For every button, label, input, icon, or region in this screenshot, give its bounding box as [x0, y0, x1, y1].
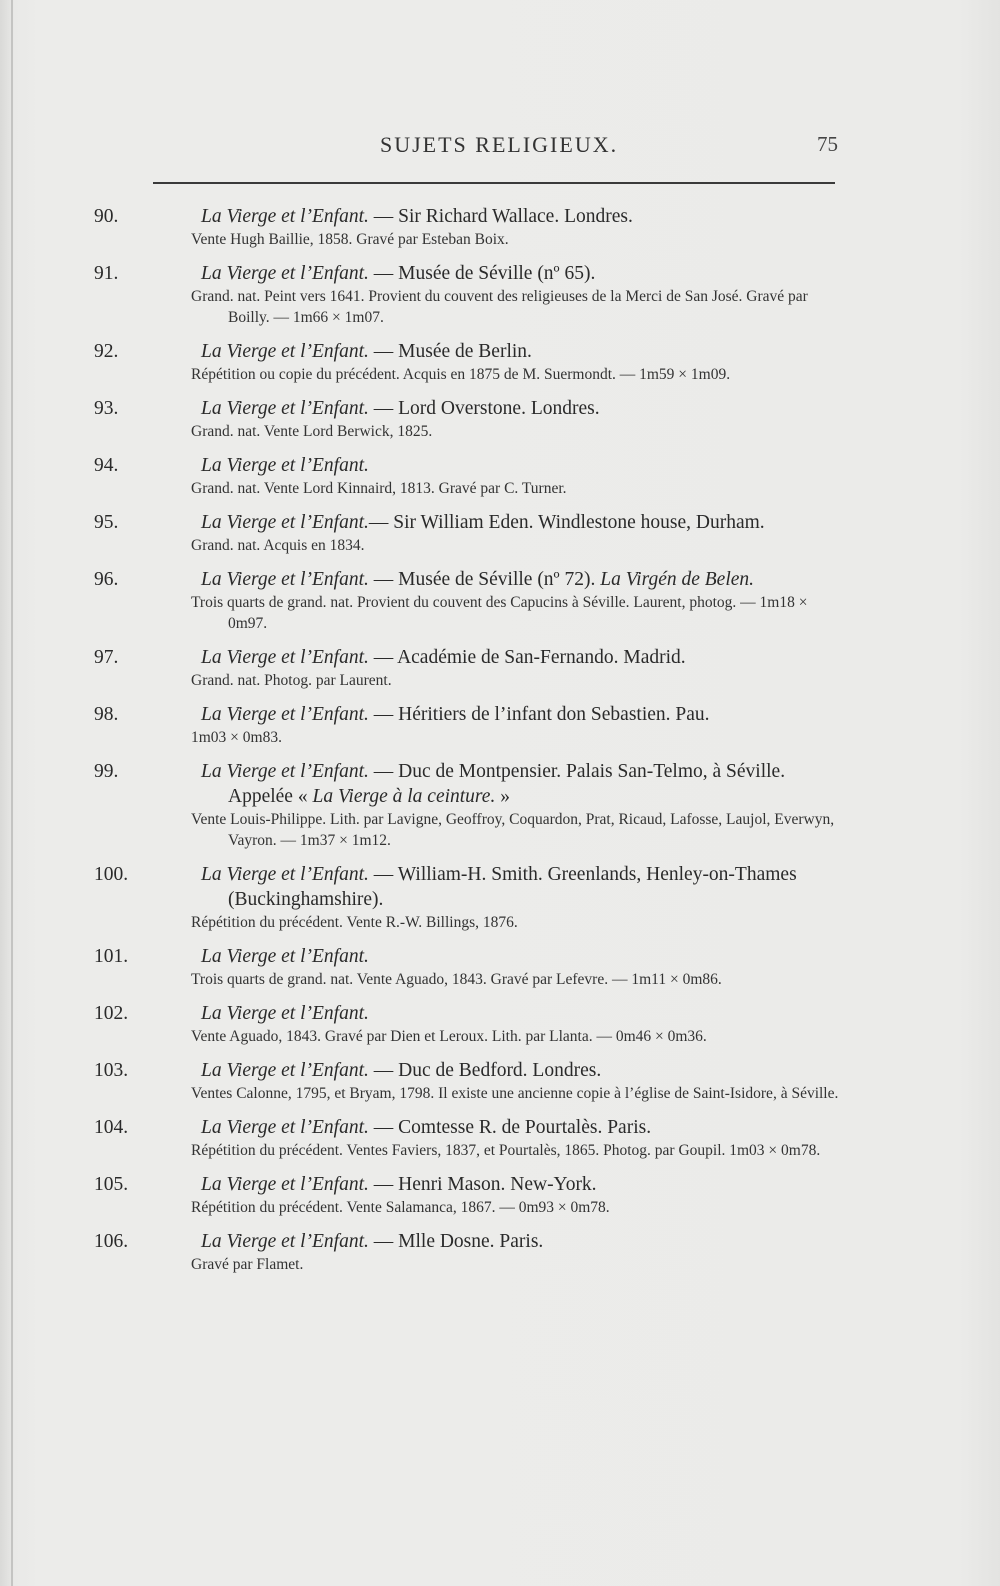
- entry-title: La Vierge et l’Enfant.: [201, 864, 369, 885]
- running-title: SUJETS RELIGIEUX.: [380, 132, 619, 157]
- catalogue-entry: [94, 1058, 841, 1104]
- catalogue-entry: [94, 339, 841, 385]
- entry-note: Grand. nat. Acquis en 1834.: [191, 537, 365, 554]
- entry-alt-title: La Virgén de Belen.: [600, 569, 755, 590]
- catalogue-entry: [94, 396, 841, 442]
- entry-note: Vente Louis-Philippe. Lith. par Lavigne, Geoffroy, Coquardon, Prat, Ricaud, Lafosse, Laujol, Everwyn, Vayron. — 1m37 × 1m12.: [191, 811, 835, 849]
- entry-alt-title: La Vierge à la ceinture.: [312, 786, 496, 807]
- entry-number: 94.: [94, 455, 119, 476]
- entry-location: — Mlle Dosne. Paris.: [368, 1231, 544, 1252]
- entry-title: La Vierge et l’Enfant.: [201, 341, 369, 362]
- entry-number: 104.: [94, 1117, 129, 1138]
- entry-title: La Vierge et l’Enfant.: [201, 455, 369, 476]
- entry-location: — Musée de Séville (nº 72).: [368, 569, 601, 590]
- entry-title: La Vierge et l’Enfant.: [201, 761, 369, 782]
- entry-number: 92.: [94, 341, 119, 362]
- catalogue-entry: [94, 759, 841, 851]
- entry-number: 91.: [94, 263, 119, 284]
- entry-location: — William-H. Smith. Greenlands, Henley-on-Thames (Buckinghamshire).: [228, 864, 797, 910]
- entry-title: La Vierge et l’Enfant.: [201, 1003, 369, 1024]
- catalogue-entry: [94, 204, 841, 250]
- entry-number: 101.: [94, 946, 129, 967]
- header-rule: [153, 182, 835, 184]
- entry-number: 100.: [94, 864, 129, 885]
- entry-title: La Vierge et l’Enfant.: [201, 946, 369, 967]
- entry-location: — Henri Mason. New-York.: [368, 1174, 597, 1195]
- entry-note: Vente Hugh Baillie, 1858. Gravé par Esteban Boix.: [191, 231, 509, 248]
- entry-number: 93.: [94, 398, 119, 419]
- entry-title: La Vierge et l’Enfant.: [201, 512, 369, 533]
- entry-number: 96.: [94, 569, 119, 590]
- page-binding-edge: [11, 0, 13, 1586]
- catalogue-entry: [94, 567, 841, 634]
- entry-note: Grand. nat. Vente Lord Kinnaird, 1813. Gravé par C. Turner.: [191, 480, 567, 497]
- entry-title: La Vierge et l’Enfant.: [201, 263, 369, 284]
- entry-location: — Duc de Montpensier. Palais San-Telmo, à Séville. Appelée «: [228, 761, 786, 807]
- entry-location-end: »: [495, 786, 510, 807]
- entry-number: 98.: [94, 704, 119, 725]
- entry-title: La Vierge et l’Enfant.: [201, 206, 369, 227]
- catalogue-entry: [94, 261, 841, 328]
- catalogue-entry: [94, 944, 841, 990]
- entry-number: 105.: [94, 1174, 129, 1195]
- entry-title: La Vierge et l’Enfant.: [201, 647, 369, 668]
- entry-number: 99.: [94, 761, 119, 782]
- entry-location: — Musée de Berlin.: [368, 341, 532, 362]
- entry-number: 106.: [94, 1231, 129, 1252]
- catalogue-entry: [94, 1229, 841, 1275]
- entry-note: Grand. nat. Vente Lord Berwick, 1825.: [191, 423, 433, 440]
- catalogue-entries: [94, 204, 841, 1286]
- entry-title: La Vierge et l’Enfant.: [201, 398, 369, 419]
- entry-note: Vente Aguado, 1843. Gravé par Dien et Leroux. Lith. par Llanta. — 0m46 × 0m36.: [191, 1028, 707, 1045]
- catalogue-entry: [94, 453, 841, 499]
- entry-location: — Académie de San-Fernando. Madrid.: [368, 647, 686, 668]
- entry-title: La Vierge et l’Enfant.: [201, 569, 369, 590]
- entry-location: — Musée de Séville (nº 65).: [368, 263, 596, 284]
- entry-location: — Héritiers de l’infant don Sebastien. Pau.: [368, 704, 710, 725]
- catalogue-entry: [94, 702, 841, 748]
- catalogue-entry: [94, 645, 841, 691]
- entry-note: Répétition ou copie du précédent. Acquis en 1875 de M. Suermondt. — 1m59 × 1m09.: [191, 366, 731, 383]
- entry-note: Grand. nat. Photog. par Laurent.: [191, 672, 392, 689]
- entry-number: 102.: [94, 1003, 129, 1024]
- entry-number: 90.: [94, 206, 119, 227]
- entry-location: — Sir Richard Wallace. Londres.: [368, 206, 633, 227]
- entry-note: Trois quarts de grand. nat. Vente Aguado, 1843. Gravé par Lefevre. — 1m11 × 0m86.: [191, 971, 722, 988]
- catalogue-entry: [94, 862, 841, 933]
- page-header: [150, 130, 840, 164]
- entry-title: La Vierge et l’Enfant.: [201, 1231, 369, 1252]
- entry-location: — Comtesse R. de Pourtalès. Paris.: [368, 1117, 652, 1138]
- entry-note: Grand. nat. Peint vers 1641. Provient du couvent des religieuses de la Merci de San José. Gravé par Boilly. — 1m66 × 1m07.: [191, 288, 808, 326]
- entry-number: 97.: [94, 647, 119, 668]
- page-number: 75: [817, 132, 838, 156]
- entry-number: 95.: [94, 512, 119, 533]
- catalogue-entry: [94, 510, 841, 556]
- entry-note: Répétition du précédent. Vente R.-W. Billings, 1876.: [191, 914, 518, 931]
- entry-location: — Lord Overstone. Londres.: [368, 398, 600, 419]
- entry-note: Gravé par Flamet.: [191, 1256, 304, 1273]
- entry-note: Trois quarts de grand. nat. Provient du couvent des Capucins à Séville. Laurent, photog. — 1m18 × 0m97.: [191, 594, 808, 632]
- entry-note: Répétition du précédent. Vente Salamanca, 1867. — 0m93 × 0m78.: [191, 1199, 610, 1216]
- entry-note: Répétition du précédent. Ventes Faviers, 1837, et Pourtalès, 1865. Photog. par Goupil. 1m03 × 0m78.: [191, 1142, 821, 1159]
- entry-location: — Duc de Bedford. Londres.: [368, 1060, 602, 1081]
- entry-title: La Vierge et l’Enfant.: [201, 1174, 369, 1195]
- catalogue-entry: [94, 1172, 841, 1218]
- entry-title: La Vierge et l’Enfant.: [201, 1117, 369, 1138]
- entry-title: La Vierge et l’Enfant.: [201, 704, 369, 725]
- catalogue-entry: [94, 1115, 841, 1161]
- catalogue-entry: [94, 1001, 841, 1047]
- entry-note: 1m03 × 0m83.: [191, 729, 282, 746]
- entry-note: Ventes Calonne, 1795, et Bryam, 1798. Il existe une ancienne copie à l’église de Saint-Isidore, à Séville.: [191, 1085, 839, 1102]
- entry-location: — Sir William Eden. Windlestone house, Durham.: [368, 512, 765, 533]
- entry-number: 103.: [94, 1060, 129, 1081]
- entry-title: La Vierge et l’Enfant.: [201, 1060, 369, 1081]
